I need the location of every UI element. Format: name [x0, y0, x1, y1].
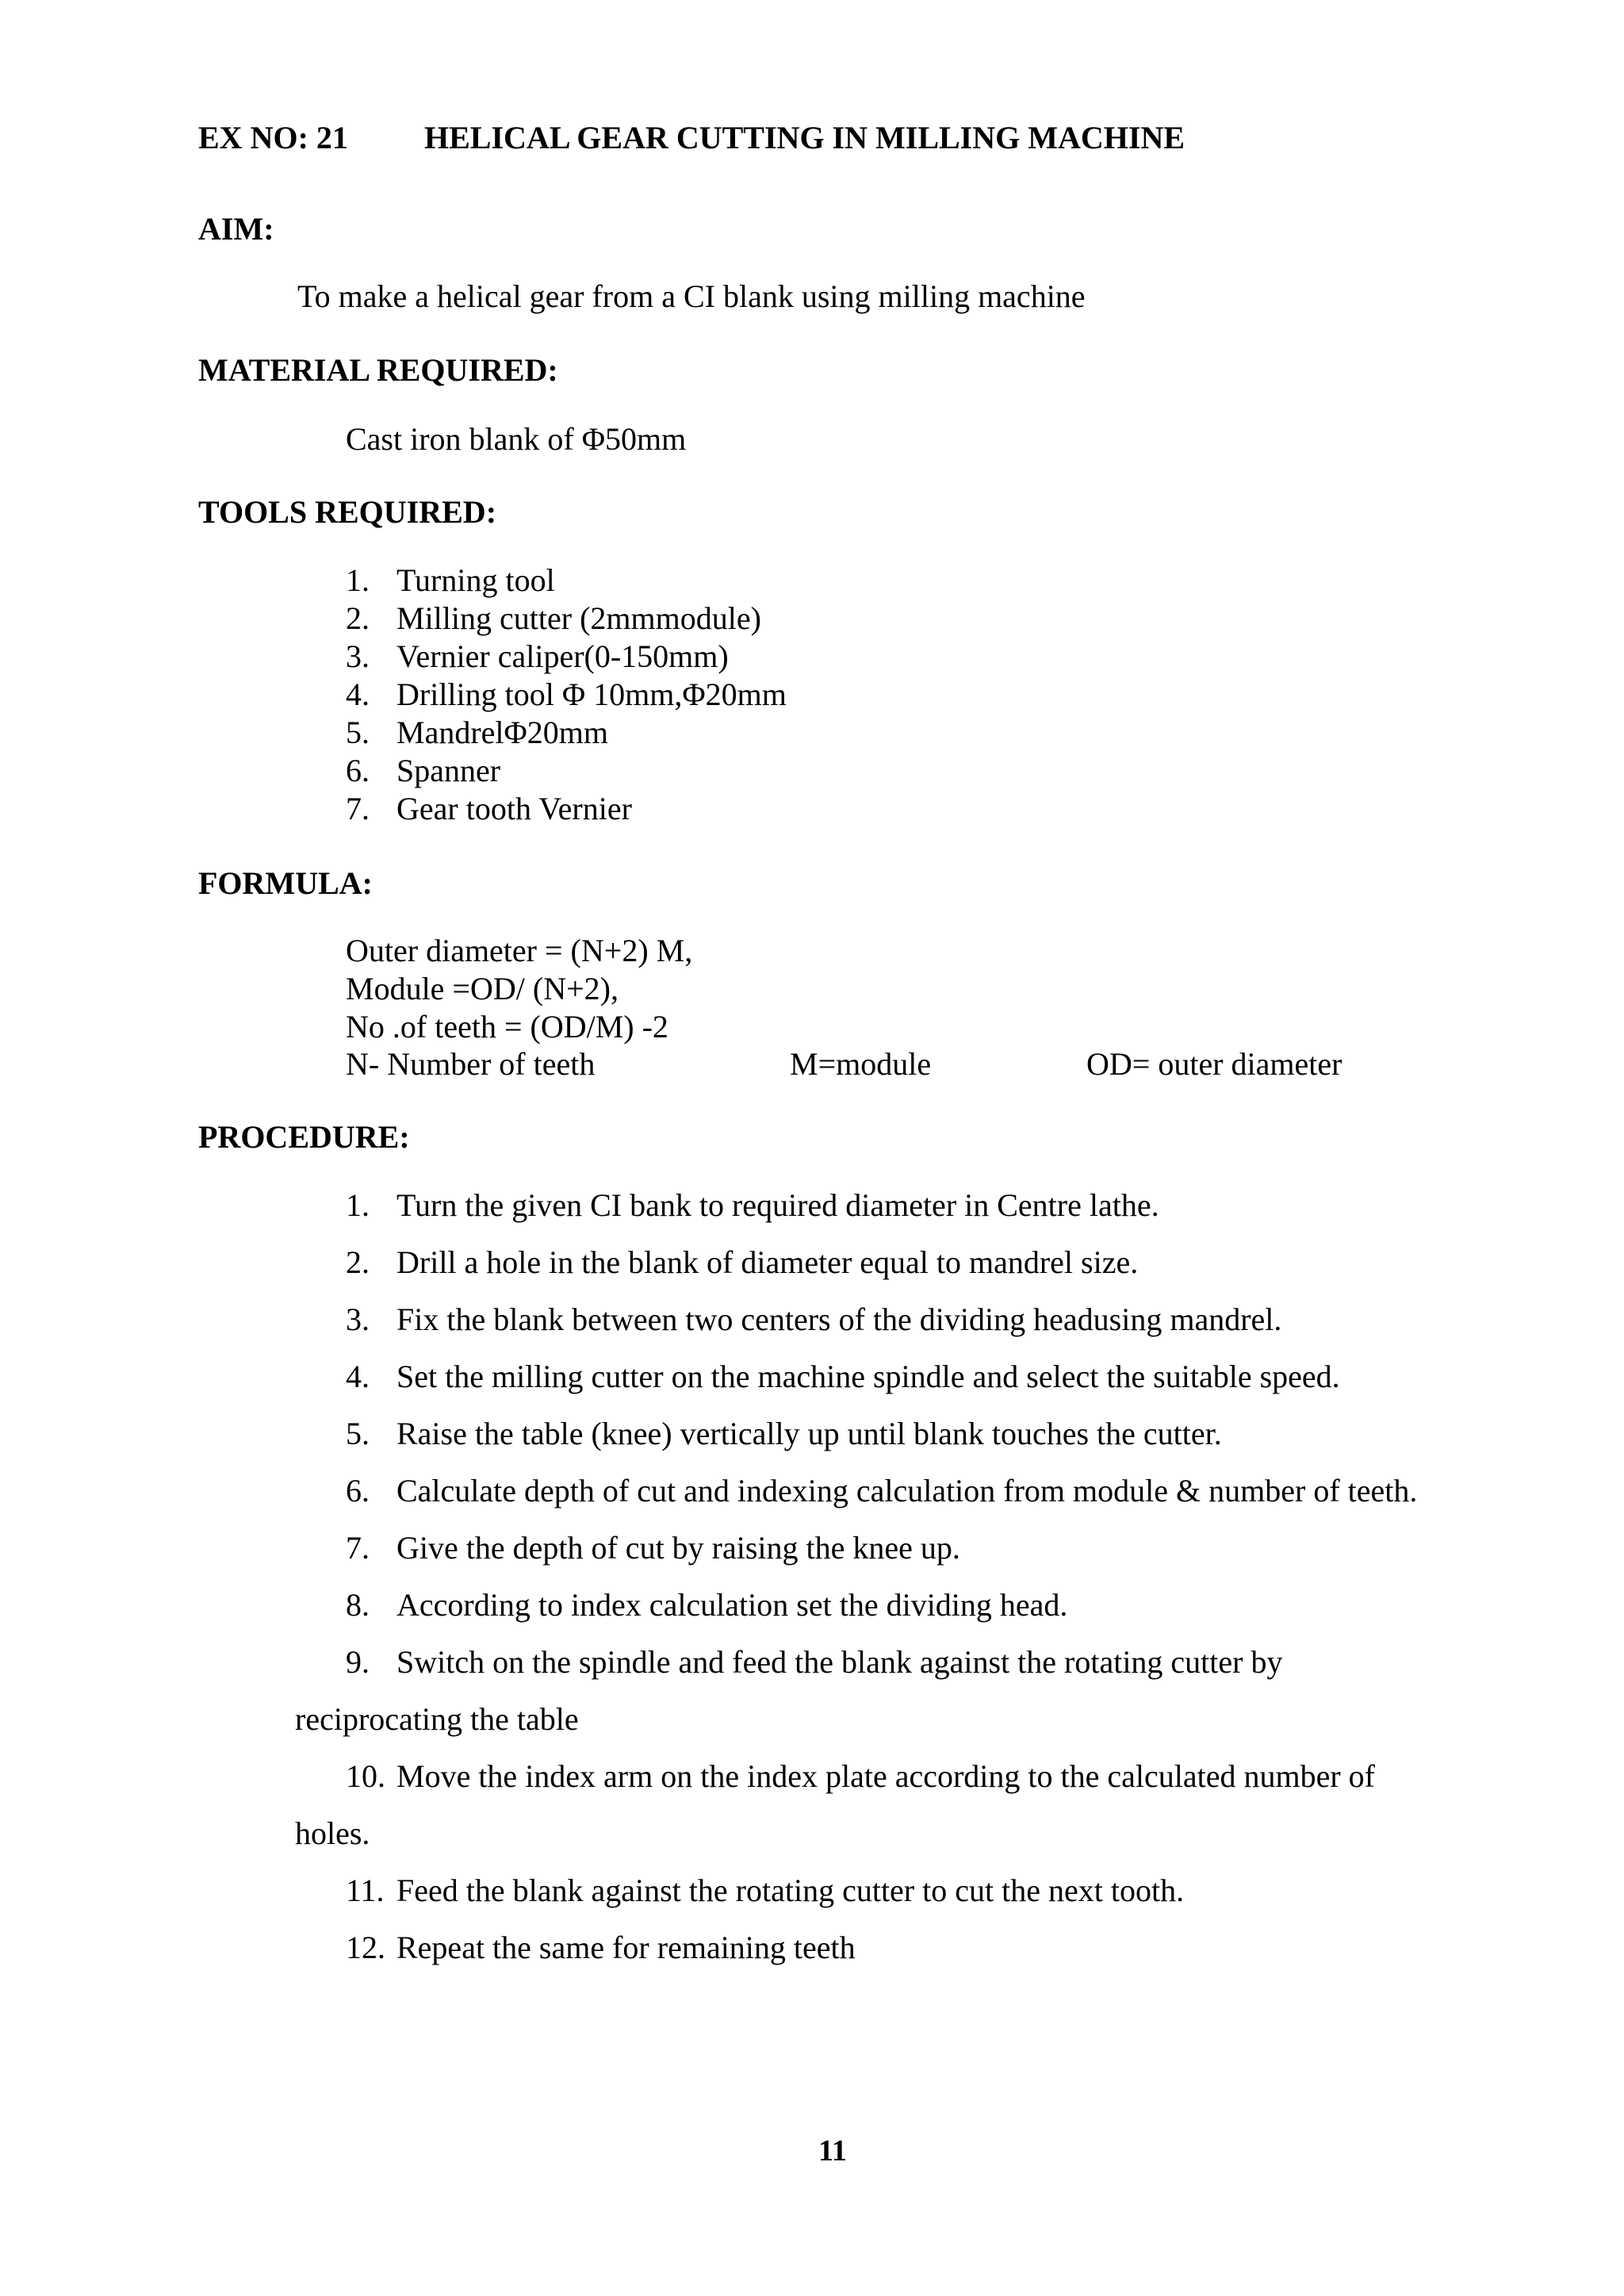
list-item-number: 11. — [346, 1872, 385, 1908]
list-item-text: Switch on the spindle and feed the blank against the rotating cutter by — [396, 1644, 1283, 1680]
list-item-text: Move the index arm on the index plate according to the calculated number of — [396, 1758, 1376, 1794]
list-item-text: Vernier caliper(0-150mm) — [396, 638, 729, 674]
material-heading: MATERIAL REQUIRED: — [198, 352, 558, 388]
aim-heading: AIM: — [198, 211, 274, 247]
material-text: Cast iron blank of Φ50mm — [346, 421, 687, 457]
list-item-text: Repeat the same for remaining teeth — [396, 1930, 856, 1965]
list-item-text: Turn the given CI bank to required diameter in Centre lathe. — [396, 1187, 1159, 1223]
list-item-text: Turning tool — [396, 562, 555, 598]
tools-list — [346, 562, 787, 828]
list-item-text: Raise the table (knee) vertically up until blank touches the cutter. — [396, 1416, 1222, 1451]
list-item — [346, 600, 787, 638]
list-item-number: 3. — [346, 638, 370, 674]
list-item — [346, 790, 787, 828]
list-item-continuation: reciprocating the table — [295, 1701, 579, 1737]
list-item-number: 9. — [346, 1644, 370, 1680]
list-item — [346, 1186, 1472, 1244]
list-item-number: 2. — [346, 1244, 370, 1280]
list-item — [295, 1757, 1472, 1872]
formula-module: Module =OD/ (N+2), — [346, 971, 619, 1006]
list-item-number: 1. — [346, 562, 370, 598]
list-item-number: 4. — [346, 677, 370, 712]
list-item — [346, 752, 787, 790]
list-item — [346, 1586, 1472, 1643]
list-item — [346, 1301, 1472, 1358]
list-item — [346, 1529, 1472, 1586]
exercise-number: EX NO: 21 — [198, 120, 348, 155]
formula-teeth: No .of teeth = (OD/M) -2 — [346, 1009, 668, 1045]
formula-outer-diameter: Outer diameter = (N+2) M, — [346, 933, 693, 968]
list-item-text: Drill a hole in the blank of diameter equal to mandrel size. — [396, 1244, 1139, 1280]
list-item — [346, 562, 787, 600]
list-item-number: 1. — [346, 1187, 370, 1223]
list-item-text: According to index calculation set the dividing head. — [396, 1587, 1068, 1623]
procedure-list — [295, 1186, 1472, 1986]
list-item — [346, 1872, 1472, 1929]
formula-legend-od: OD= outer diameter — [1086, 1046, 1342, 1082]
list-item — [346, 1472, 1472, 1529]
list-item-text: Give the depth of cut by raising the knee up. — [396, 1530, 960, 1566]
list-item-text: Milling cutter (2mmmodule) — [396, 600, 761, 636]
list-item-text: Feed the blank against the rotating cutter to cut the next tooth. — [396, 1872, 1185, 1908]
formula-legend-m: M=module — [790, 1046, 932, 1082]
list-item-number: 7. — [346, 1530, 370, 1566]
procedure-heading: PROCEDURE: — [198, 1119, 410, 1155]
list-item-number: 4. — [346, 1359, 370, 1394]
list-item-text: Drilling tool Φ 10mm,Φ20mm — [396, 677, 787, 712]
formula-heading: FORMULA: — [198, 865, 373, 901]
list-item — [346, 1415, 1472, 1472]
tools-heading: TOOLS REQUIRED: — [198, 494, 497, 530]
list-item-text: MandrelΦ20mm — [396, 715, 608, 750]
list-item — [346, 714, 787, 752]
list-item-number: 5. — [346, 715, 370, 750]
list-item-continuation: holes. — [295, 1815, 370, 1851]
list-item-number: 12. — [346, 1930, 385, 1965]
list-item-text: Calculate depth of cut and indexing calculation from module & number of teeth. — [396, 1473, 1418, 1508]
formula-block — [346, 932, 692, 1046]
list-item-number: 8. — [346, 1587, 370, 1623]
list-item — [346, 1358, 1472, 1415]
list-item-text: Gear tooth Vernier — [396, 791, 632, 826]
list-item-number: 10. — [346, 1758, 385, 1794]
list-item-number: 6. — [346, 753, 370, 788]
list-item-number: 5. — [346, 1416, 370, 1451]
list-item — [346, 1929, 1472, 1986]
list-item — [295, 1643, 1472, 1757]
page-number: 11 — [818, 2134, 847, 2168]
list-item-text: Spanner — [396, 753, 501, 788]
list-item-number: 2. — [346, 600, 370, 636]
list-item — [346, 638, 787, 676]
list-item-number: 6. — [346, 1473, 370, 1508]
list-item-text: Fix the blank between two centers of the dividing headusing mandrel. — [396, 1301, 1282, 1337]
list-item — [346, 676, 787, 714]
list-item — [346, 1244, 1472, 1301]
aim-text: To make a helical gear from a CI blank using milling machine — [297, 278, 1086, 314]
list-item-number: 3. — [346, 1301, 370, 1337]
list-item-number: 7. — [346, 791, 370, 826]
page-title: HELICAL GEAR CUTTING IN MILLING MACHINE — [424, 120, 1185, 155]
formula-legend-n: N- Number of teeth — [346, 1046, 596, 1082]
list-item-text: Set the milling cutter on the machine spindle and select the suitable speed. — [396, 1359, 1340, 1394]
